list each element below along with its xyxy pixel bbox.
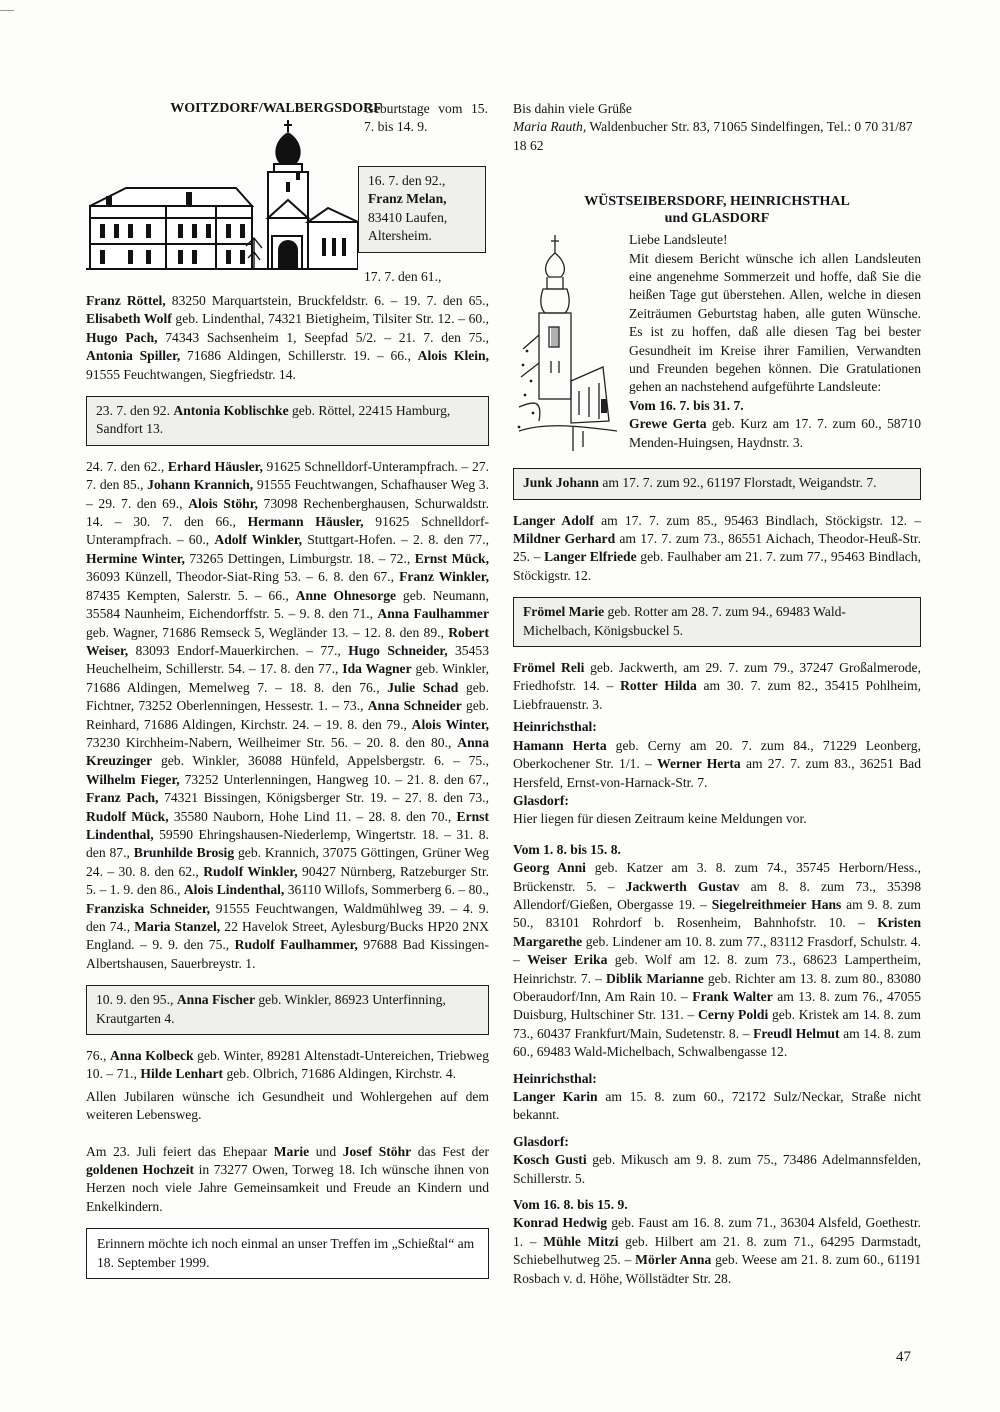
person-name: Franz Winkler,: [399, 569, 489, 585]
person-name: Franziska Schneider,: [86, 900, 211, 916]
intro-text: Mit diesem Bericht wünsche ich allen Landsleuten eine angenehme Sommerzeit und hoffe, daß Sie die heißen Tage gut überstehen. Allen, welche in diesen Zeiträumen Geburtstag haben, alle guten Wünsche. Es ist zu hoffen, daß alle diesen Tag bei bester Gesundheit im Kreise ihrer Familien, Verwandten und Freunden begehen können. Die Gratulationen gehen an nachstehend aufgeführte Landsleute:: [629, 250, 921, 395]
person-name: Mörler Anna: [635, 1252, 712, 1268]
woitzdorf-para1: [86, 292, 489, 384]
person-name: Johann Krannich,: [147, 477, 254, 493]
entry-karin: [513, 1088, 921, 1125]
person-name: Langer Karin: [513, 1089, 598, 1104]
entry-text: geb. Lindenthal, 74321 Bietigheim, Tilsiter Str. 12. – 60.,: [171, 311, 489, 327]
person-name: Anna Faulhammer: [377, 606, 489, 622]
entry-text: 24. 7. den 62.,: [86, 458, 168, 474]
subheading-heinrichsthal-2: Heinrichsthal:: [513, 1070, 597, 1086]
person-name: Hilde Lenhart: [140, 1066, 224, 1082]
person-name: Mühle Mitzi: [543, 1233, 619, 1249]
entry-text: 97688 Bad Kissingen-Albertshausen, Sauerbreystr. 1.: [86, 937, 489, 971]
entry-text: 91625 Schnelldorf-Unterampfrach. – 27. 7. den 85.,: [86, 458, 489, 493]
entry-text: geb. Winkler, 71686 Aldingen, Memelweg 7. – 18. 8. den 76.,: [86, 661, 489, 695]
person-name: Langer Adolf: [513, 512, 594, 528]
box-melan-date: 16. 7. den 92.,: [368, 173, 446, 188]
entry-text: 71686 Aldingen, Schillerstr. 19. – 66.,: [180, 348, 418, 364]
wuestseibersdorf-title-line2: und GLASDORF: [664, 211, 770, 227]
church-tower-sketch-icon: [513, 231, 623, 456]
entry-text: 83093 Endorf-Mauerkirchen. – 77.,: [128, 642, 349, 658]
person-name: Maria Stanzel,: [134, 919, 221, 934]
box-froemel: [513, 597, 921, 647]
entry-text: 35580 Nauborn, Hohe Lind 11. – 28. 8. den 70.,: [168, 808, 457, 824]
person-name: Wilhelm Fieger,: [86, 771, 180, 787]
person-name: Ernst Mück,: [414, 550, 489, 566]
person-name: Hamann Herta: [513, 737, 607, 753]
entry-text: 74321 Bissingen, Königsberger Str. 19. – 27. 8. den 73.,: [158, 790, 489, 806]
entry-text: 36110 Willofs, Sommerberg 6. – 80.,: [284, 882, 489, 898]
sender-name: Maria Rauth,: [513, 119, 587, 135]
entry-text: geb. Richter am 13. 8. zum 80., 83080 Oberaudorf/Inn, Am Rain 10. –: [513, 970, 921, 1004]
entry-text: 90427 Nürnberg, Ratzeburger Str. 5. – 1. 9. den 86.,: [86, 863, 489, 898]
box-melan-name: Franz Melan,: [368, 191, 447, 207]
intro-salutation: Liebe Landsleute!: [629, 232, 728, 248]
box-fischer: [86, 985, 489, 1035]
person-name: Adolf Winkler,: [214, 532, 303, 548]
person-name: Erhard Häusler,: [167, 458, 263, 474]
person-name: Frömel Reli: [513, 660, 585, 676]
page-number: 47: [896, 1349, 911, 1365]
entry-froemel: [513, 659, 921, 714]
person-name: Cerny Poldi: [698, 1007, 769, 1023]
entry-text: 91555 Feuchtwangen, Schafhauser Weg 3. – 29. 7. den 69.,: [86, 477, 489, 511]
person-name: Junk Johann: [523, 475, 599, 491]
entry-text: 36093 Künzell, Theodor-Siat-Ring 53. – 6. 8. den 67.,: [86, 569, 400, 585]
person-name: Langer Elfriede: [544, 549, 637, 565]
person-name: Elisabeth Wolf: [86, 311, 172, 327]
entry-text: geb. Rotter am 28. 7. zum 94., 69483 Wald-Michelbach, Königsbuckel 5.: [523, 604, 846, 638]
subheading-glasdorf: Glasdorf:: [513, 792, 569, 808]
entry-text: am 17. 7. zum 92., 61197 Florstadt, Weigandstr. 7.: [598, 475, 877, 491]
person-name: Frömel Marie: [523, 604, 605, 620]
person-name: Josef Stöhr: [342, 1143, 412, 1159]
entry-text: geb. Weese am 21. 8. zum 60., 61191 Rosbach v. d. Höhe, Wöllstädter Str. 28.: [513, 1252, 921, 1286]
entry-text: geb. Fichtner, 73252 Oberlenningen, Hessestr. 1. – 73.,: [86, 679, 489, 714]
entry-august: [513, 859, 921, 1061]
entry-text: geb. Winkler, 86923 Unterfinning, Krautgarten 4.: [96, 992, 446, 1026]
sender-line: [513, 118, 921, 155]
wedding-announcement: [86, 1143, 489, 1217]
person-name: Hugo Pach,: [86, 329, 158, 345]
entry-text: am 17. 7. zum 73., 86551 Aichach, Theodor-Heuß-Str. 25. –: [513, 531, 921, 565]
box-melan-address: 83410 Laufen, Altersheim.: [368, 209, 448, 244]
range-heading-2: Vom 1. 8. bis 15. 8.: [513, 841, 621, 857]
person-name: Alois Stöhr,: [188, 495, 258, 511]
person-name: Rudolf Mück,: [86, 808, 169, 824]
person-name: Alois Klein,: [417, 348, 489, 364]
entry-text: 74343 Sachsenheim 1, Seepfad 5/2. – 21. 7. den 75.,: [157, 329, 489, 345]
entry-langer: [513, 512, 921, 586]
box-meeting-reminder: Erinnern möchte ich noch einmal an unser Treffen im „Schießtal“ am 18. September 1999.: [86, 1228, 489, 1279]
entry-text: geb. Winter, 89281 Altenstadt-Untereichen, Triebweg 10. – 71.,: [86, 1048, 489, 1082]
entry-text: geb. Mikusch am 9. 8. zum 75., 73486 Adelmannsfelden, Schillerstr. 5.: [513, 1152, 921, 1186]
person-name: Kristen Margarethe: [513, 915, 921, 949]
entry-text: 73265 Dettingen, Limburgstr. 18. – 72.,: [184, 550, 415, 566]
person-name: Brunhilde Brosig: [133, 845, 235, 861]
entry-kosch: [513, 1151, 921, 1188]
person-name: Kosch Gusti: [513, 1152, 587, 1168]
person-name: Anna Kreuzinger: [86, 734, 489, 769]
village-church-icon: [86, 118, 358, 270]
person-name: Freudl Helmut: [753, 1025, 840, 1041]
entry-text: am 17. 7. zum 85., 95463 Bindlach, Stöckigstr. 12. –: [593, 512, 921, 528]
glasdorf-no-entries: Hier liegen für diesen Zeitraum keine Meldungen vor.: [513, 811, 807, 827]
sender-address: Waldenbucher Str. 83, 71065 Sindelfingen, Tel.: 0 70 31/87 18 62: [513, 119, 913, 153]
person-name: Franz Pach,: [86, 790, 159, 806]
entry-text: am 27. 7. zum 83., 36251 Bad Hersfeld, Ernst-von-Harnack-Str. 7.: [513, 756, 922, 790]
person-name: Alois Lindenthal,: [183, 882, 285, 898]
person-name: Alois Winter,: [411, 716, 489, 732]
woitzdorf-para3: [86, 1047, 489, 1084]
person-name: Rudolf Winkler,: [203, 863, 298, 879]
person-name: Hugo Schneider,: [348, 642, 448, 658]
entry-text: 73230 Kirchheim-Nabern, Weilheimer Str. 56. – 20. 8. den 80.,: [86, 734, 458, 750]
subheading-glasdorf-2: Glasdorf:: [513, 1133, 569, 1149]
person-name: goldenen Hochzeit: [86, 1162, 195, 1178]
wuestseibersdorf-title-line1: WÜSTSEIBERSDORF, HEINRICHSTHAL: [584, 194, 850, 210]
person-name: Robert Weiser,: [86, 624, 489, 658]
entry-text: geb. Kurz am 17. 7. zum 60., 58710 Menden-Huingsen, Haydnstr. 3.: [629, 416, 921, 450]
entry-text: 10. 9. den 95.,: [96, 992, 177, 1008]
entry-text: am 30. 7. zum 82., 35415 Pohlheim, Liebfrauenstr. 3.: [513, 678, 922, 712]
entry-text: 73098 Rechenberghausen, Schurwaldstr. 14. – 30. 7. den 66.,: [86, 495, 490, 530]
person-name: Siegelreithmeier Hans: [711, 896, 842, 912]
box-junk: [513, 468, 921, 499]
entry-text: am 9. 8. zum 50., 83101 Rohrdorf b. Rosenheim, Bahnhofstr. 10. –: [513, 896, 921, 931]
entry-text: das Fest der: [411, 1143, 490, 1159]
crop-mark: [0, 10, 14, 11]
entry-september: [513, 1214, 921, 1288]
entry-text: 91555 Feuchtwangen, Siegfriedstr. 14.: [86, 366, 296, 382]
entry-text: geb. Winkler, 36088 Hünfeld, Appelsbergstr. 6. – 75.,: [152, 753, 489, 769]
entry-text: geb. Röttel, 22415 Hamburg, Sandfort 13.: [96, 403, 451, 437]
entry-text: 76.,: [86, 1048, 110, 1064]
entry-text: geb. Lindener am 10. 8. zum 77., 83112 Frasdorf, Schulstr. 4. –: [513, 933, 921, 968]
woitzdorf-after-box: 17. 7. den 61.,: [364, 269, 442, 284]
entry-text: 83250 Marquartstein, Bruckfeldstr. 6. – 19. 7. den 65.,: [165, 293, 489, 308]
person-name: Jackwerth Gustav: [625, 878, 740, 894]
entry-text: und: [309, 1143, 343, 1159]
person-name: Anna Schneider: [367, 698, 462, 714]
person-name: Konrad Hedwig: [513, 1215, 608, 1231]
entry-text: geb. Cerny am 20. 7. zum 84., 71229 Leonberg, Oberkochener Str. 1/1. –: [513, 737, 921, 772]
person-name: Georg Anni: [513, 860, 586, 876]
entry-text: geb. Neumann, 35584 Naunheim, Eichendorffstr. 5. – 9. 8. den 71.,: [86, 587, 489, 622]
person-name: Weiser Erika: [527, 952, 608, 968]
entry-text: geb. Faulhaber am 21. 7. zum 77., 95463 Bindlach, Stöckigstr. 12.: [513, 549, 921, 583]
entry-text: in 73277 Owen, Torweg 18. Ich wünsche ihnen von Herzen noch viele Jahre Gemeinsamkeit und Freude an Kindern und Enkelkindern.: [86, 1162, 489, 1214]
person-name: Anna Kolbeck: [109, 1048, 194, 1064]
woitzdorf-para2: [86, 458, 489, 973]
entry-text: Am 23. Juli feiert das Ehepaar: [86, 1143, 274, 1159]
range-heading-3: Vom 16. 8. bis 15. 9.: [513, 1197, 628, 1213]
right-column: [513, 100, 921, 1288]
entry-text: 22 Havelok Street, Aylesburg/Bucks HP20 2NX England. – 9. 9. den 75.,: [86, 919, 489, 953]
entry-text: 87435 Kempten, Salerstr. 5. – 66.,: [86, 587, 296, 603]
entry-text: 35453 Heuchelheim, Schillerstr. 54. – 17. 8. den 77.,: [86, 642, 489, 677]
entry-text: geb. Olbrich, 71686 Aldingen, Kirchstr. 4.: [223, 1066, 457, 1082]
left-column: [86, 100, 489, 1279]
box-koblischke: [86, 396, 489, 446]
person-name: Franz Röttel,: [86, 293, 166, 308]
wuestseibersdorf-intro: [513, 231, 921, 452]
entry-text: geb. Wolf am 12. 8. zum 73., 68623 Lampertheim, Heinrichstr. 7. –: [513, 952, 921, 986]
entry-text: 91625 Schnelldorf-Unterampfrach. – 60.,: [86, 514, 489, 548]
person-name: Antonia Koblischke: [173, 403, 289, 419]
person-name: Mildner Gerhard: [513, 531, 616, 547]
person-name: Rudolf Faulhammer,: [234, 937, 358, 953]
person-name: Antonia Spiller,: [86, 348, 181, 364]
entry-hamann: [513, 737, 921, 792]
person-name: Hermine Winter,: [86, 550, 185, 566]
entry-text: 59590 Ehringshausen-Niederlemp, Wingertstr. 18. – 31. 8. den 87.,: [86, 826, 489, 861]
box-melan: [358, 166, 486, 253]
entry-text: am 13. 8. zum 76., 47055 Duisburg, Hultschiner Str. 131. –: [513, 988, 921, 1023]
entry-text: am 15. 8. zum 60., 72172 Sulz/Neckar, Straße nicht bekannt.: [513, 1089, 922, 1123]
person-name: Ernst Lindenthal,: [86, 808, 489, 842]
person-name: Hermann Häusler,: [247, 514, 364, 530]
entry-text: am 8. 8. zum 73., 35398 Allendorf/Gießen, Obergasse 19. –: [513, 878, 921, 912]
entry-text: geb. Katzer am 3. 8. zum 74., 35745 Herborn/Hess., Brückenstr. 5. –: [513, 860, 921, 894]
person-name: Anna Fischer: [176, 992, 255, 1008]
entry-text: geb. Jackwerth, am 29. 7. zum 79., 37247 Großalmerode, Friedhofstr. 14. –: [513, 660, 921, 694]
entry-text: geb. Krannich, 37075 Göttingen, Grüner Weg 24. – 30. 8. den 62.,: [86, 845, 489, 879]
person-name: Ida Wagner: [342, 661, 412, 677]
entry-text: geb. Reinhard, 71686 Aldingen, Kirchstr. 24. – 19. 8. den 79.,: [86, 698, 489, 732]
person-name: Rotter Hilda: [620, 678, 697, 694]
entry-text: 91555 Feuchtwangen, Waldmühlweg 39. – 4. 9. den 74.,: [86, 900, 489, 934]
entry-text: geb. Kristek am 14. 8. zum 73., 60437 Frankfurt/Main, Sudetenstr. 8. –: [513, 1007, 922, 1041]
person-name: Werner Herta: [657, 756, 741, 772]
entry-text: 73252 Unterlenningen, Hangweg 10. – 21. 8. den 67.,: [179, 771, 489, 787]
entry-text: geb. Wagner, 71686 Remseck 5, Wegländer 13. – 12. 8. den 89.,: [86, 624, 449, 640]
woitzdorf-dates-intro: Geburtstage vom 15. 7. bis 14. 9.: [364, 101, 488, 135]
range-heading-1: Vom 16. 7. bis 31. 7.: [629, 397, 744, 413]
woitzdorf-header: [86, 100, 489, 292]
person-name: Marie: [273, 1143, 310, 1159]
entry-text: 23. 7. den 92.: [96, 403, 174, 419]
person-name: Julie Schad: [387, 679, 459, 695]
person-name: Anne Ohnesorge: [295, 587, 397, 603]
entry-text: Stuttgart-Hofen. – 2. 8. den 77.,: [302, 532, 489, 548]
person-name: Grewe Gerta: [629, 416, 707, 432]
woitzdorf-wishes: Allen Jubilaren wünsche ich Gesundheit und Wohlergehen auf dem weiteren Lebensweg.: [86, 1088, 489, 1123]
entry-text: geb. Hilbert am 21. 8. zum 71., 64295 Darmstadt, Schiebelhutweg 25. –: [513, 1233, 921, 1268]
subheading-heinrichsthal: Heinrichsthal:: [513, 719, 597, 735]
closing-greeting: Bis dahin viele Grüße: [513, 101, 632, 116]
entry-text: am 14. 8. zum 60., 69483 Wald-Michelbach, Schwalbengasse 12.: [513, 1025, 922, 1060]
person-name: Frank Walter: [692, 988, 773, 1004]
person-name: Diblik Marianne: [606, 970, 704, 986]
entry-text: geb. Faust am 16. 8. zum 71., 36304 Alsfeld, Goethestr. 1. –: [513, 1215, 921, 1249]
woitzdorf-title: WOITZDORF/WALBERGSDORF: [170, 101, 382, 116]
